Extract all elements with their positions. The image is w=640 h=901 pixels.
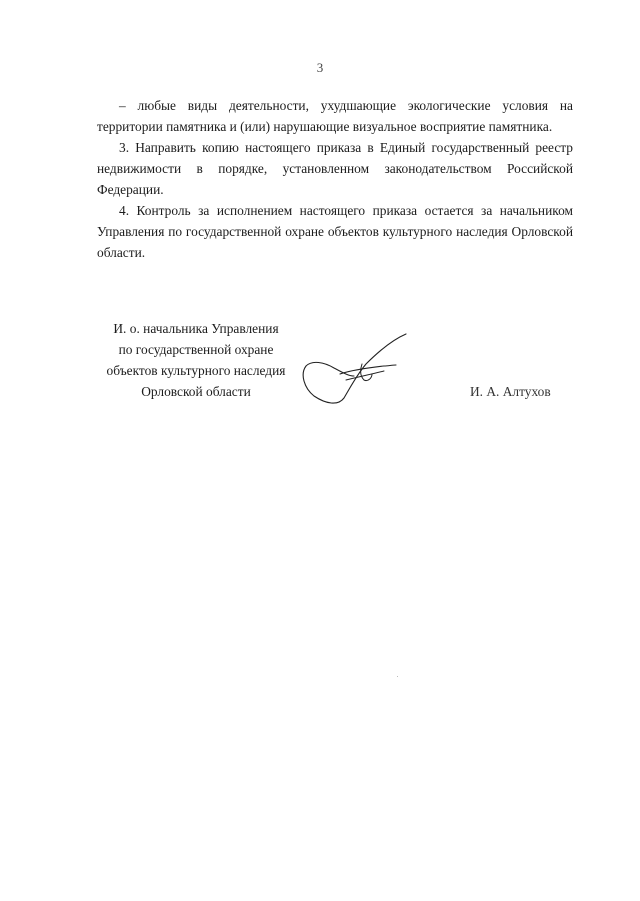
paragraph-prohibited-activities: – любые виды деятельности, ухудшающие экологические условия на территории памятника и (или) нарушающие визуальное восприятие памятника. [97,98,573,134]
position-line: Орловской области [141,384,251,399]
document-body [97,95,573,263]
handwritten-signature [300,330,410,410]
position-line: по государственной охране [118,342,274,357]
paragraph-item-3: 3. Направить копию настоящего приказа в Единый государственный реестр недвижимости в порядке, установленном законодательством Российской Федерации. [97,140,573,197]
scan-speck [397,676,398,677]
position-line: И. о. начальника Управления [113,321,279,336]
position-line: объектов культурного наследия [106,363,286,378]
paragraph-item-4: 4. Контроль за исполнением настоящего приказа остается за начальником Управления по государственной охране объектов культурного наследия Орловской области. [97,203,573,260]
signatory-position [80,318,312,402]
signer-name: И. А. Алтухов [470,384,551,399]
page-number: 3 [316,60,324,75]
